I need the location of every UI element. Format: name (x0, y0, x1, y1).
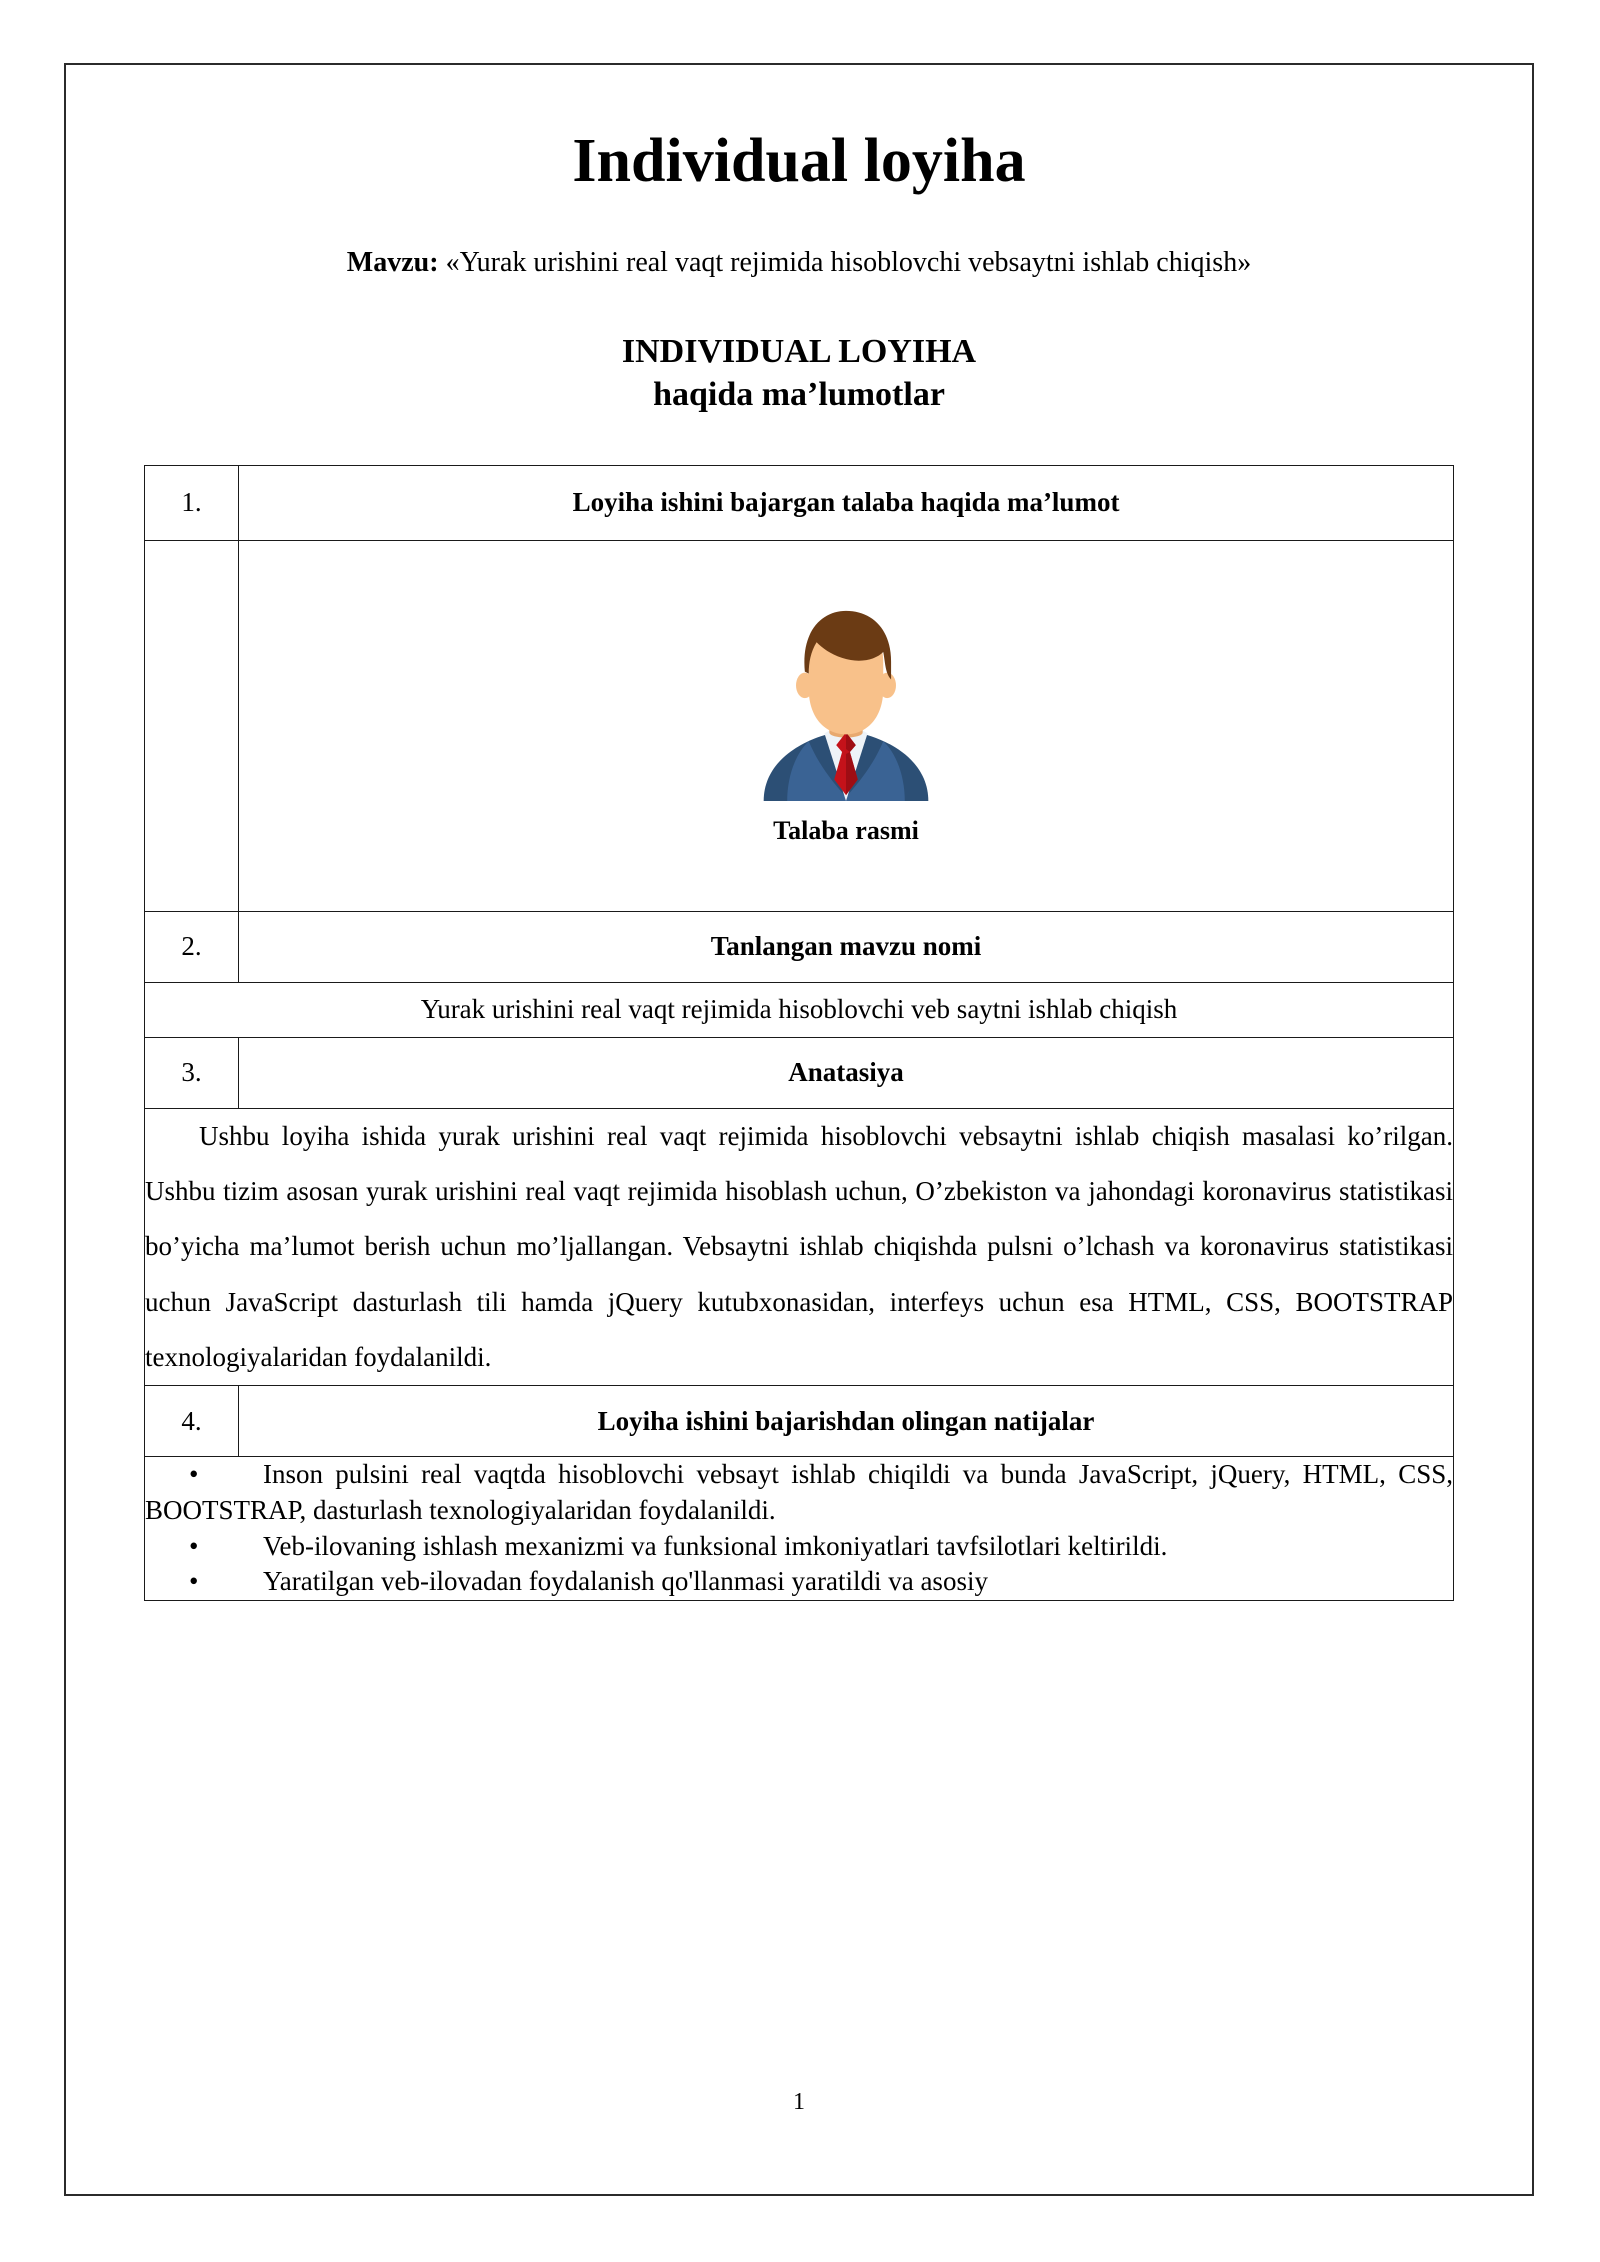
section-heading-line2: haqida ma’lumotlar (653, 376, 945, 414)
avatar-caption: Talaba rasmi (773, 816, 919, 846)
row-number-2: 2. (145, 911, 239, 982)
table-row (145, 982, 1454, 1037)
topic-name-cell: Yurak urishini real vaqt rejimida hisoblovchi veb saytni ishlab chiqish (145, 982, 1454, 1037)
document-page (64, 63, 1534, 2196)
annotation-cell (145, 1108, 1454, 1386)
table-row (145, 465, 1454, 540)
list-item (145, 1529, 1453, 1565)
bullet-marker-icon: • (189, 1530, 199, 1561)
table-row (145, 1037, 1454, 1108)
subject-line (66, 195, 1532, 281)
section-heading (66, 282, 1532, 417)
student-photo-cell (239, 540, 1454, 911)
list-item-text: Veb-ilovaning ishlash mexanizmi va funksional imkoniyatlari tavfsilotlari keltirildi. (263, 1530, 1168, 1561)
table-row (145, 540, 1454, 911)
project-info-table (144, 465, 1454, 1601)
bullet-marker-icon: • (189, 1566, 199, 1597)
page-title: Individual loyiha (572, 127, 1026, 195)
person-avatar-icon (748, 605, 944, 801)
section-heading-line1: INDIVIDUAL LOYIHA (621, 332, 977, 370)
row-header-2: Tanlangan mavzu nomi (239, 911, 1454, 982)
page-inner (66, 65, 1532, 2194)
list-item-text: Yaratilgan veb-ilovadan foydalanish qo'llanmasi yaratildi va asosiy (263, 1566, 988, 1597)
list-item-text: Inson pulsini real vaqtda hisoblovchi vebsayt ishlab chiqildi va bunda JavaScript, jQuery, HTML, CSS, BOOTSTRAP, dasturlash texnologiyalaridan foydalanildi. (145, 1459, 1453, 1525)
row-number-3: 3. (145, 1037, 239, 1108)
avatar (748, 605, 944, 806)
results-cell (145, 1457, 1454, 1601)
table-row (145, 1457, 1454, 1601)
list-item (145, 1564, 1453, 1600)
bullet-marker-icon: • (189, 1459, 199, 1490)
row-header-1: Loyiha ishini bajargan talaba haqida ma’lumot (239, 465, 1454, 540)
list-item (145, 1457, 1453, 1528)
student-info-blank-cell (145, 540, 239, 911)
table-row (145, 1108, 1454, 1386)
subject-label: Mavzu: (346, 247, 439, 279)
table-row (145, 911, 1454, 982)
annotation-paragraph: Ushbu loyiha ishida yurak urishini real vaqt rejimida hisoblovchi vebsaytni ishlab chiqish masalasi ko’rilgan. Ushbu tizim asosan yurak urishini real vaqt rejimida hisoblash uchun, O’zbekiston va jahondagi koronavirus statistikasi bo’yicha ma’lumot berish uchun mo’ljallangan. Vebsaytni ishlab chiqishda pulsni o’lchash va koronavirus statistikasi uchun JavaScript dasturlash tili hamda jQuery kutubxonasidan, interfeys uchun esa HTML, CSS, BOOTSTRAP texnologiyalaridan foydalanildi. (145, 1120, 1453, 1372)
row-number-1: 1. (145, 465, 239, 540)
row-number-4: 4. (145, 1386, 239, 1457)
table-row (145, 1386, 1454, 1457)
row-header-4: Loyiha ishini bajarishdan olingan natijalar (239, 1386, 1454, 1457)
page-number: 1 (793, 2089, 805, 2115)
subject-value: «Yurak urishini real vaqt rejimida hisoblovchi vebsaytni ishlab chiqish» (445, 247, 1252, 279)
row-header-3: Anatasiya (239, 1037, 1454, 1108)
